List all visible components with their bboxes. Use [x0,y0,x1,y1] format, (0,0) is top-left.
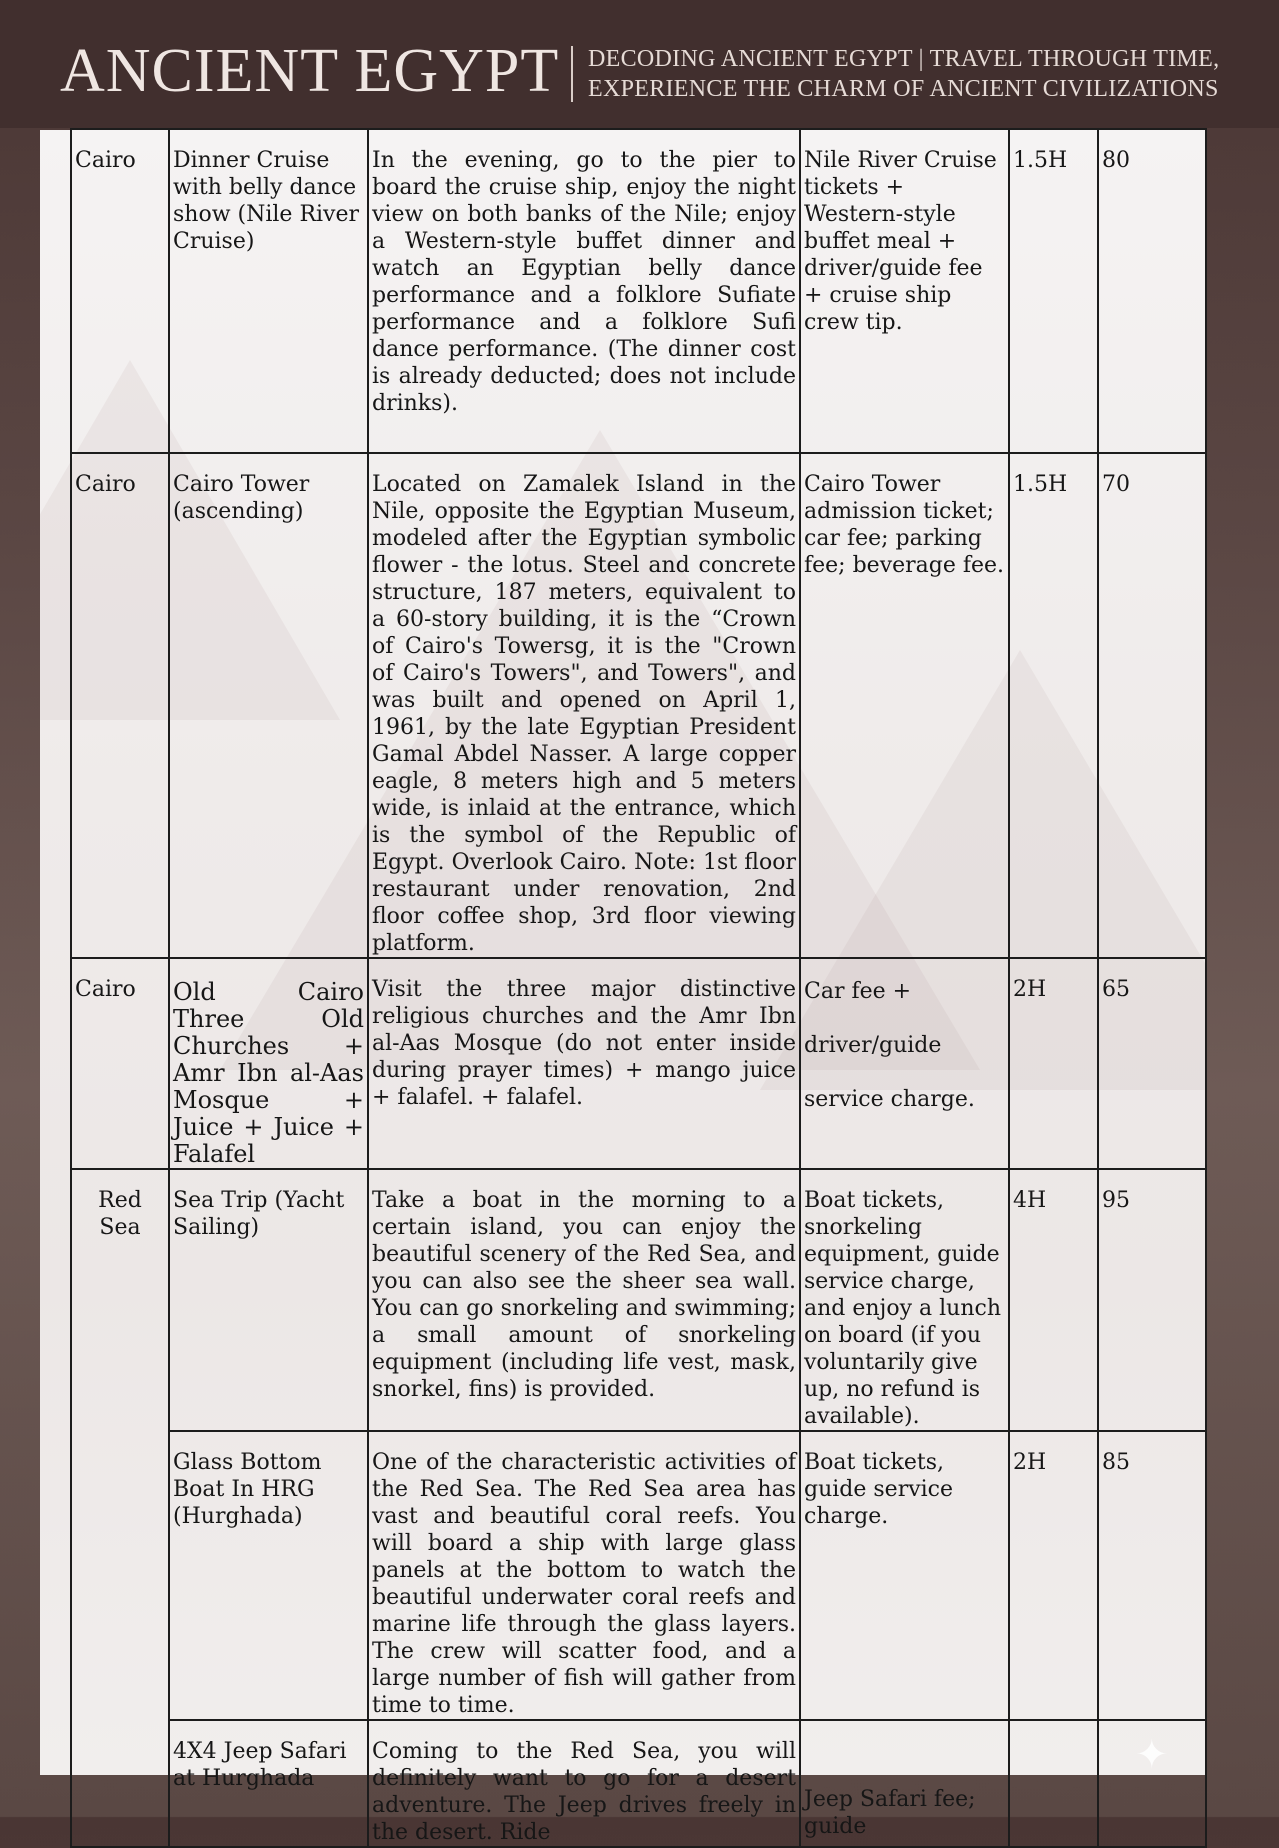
city-cell: Cairo [71,129,169,453]
includes-cell: Cairo Tower admission ticket; car fee; parking fee; beverage fee. [800,453,1009,958]
table-row [71,1431,1206,1720]
includes-cell: Boat tickets, guide service charge. [800,1431,1009,1720]
activity-name-cell: Old Cairo Three Old Churches + Amr Ibn al-Aas Mosque + Juice + Juice + Falafel [169,958,368,1169]
description-cell: Visit the three major distinctive religious churches and the Amr Ibn al-Aas Mosque (do not enter inside during prayer times) + mango juice + falafel. + falafel. [368,958,800,1169]
price-cell [1098,1720,1206,1847]
price-cell: 65 [1098,958,1206,1169]
header-banner [0,0,1279,128]
title-divider [571,46,573,102]
duration-cell: 4H [1009,1169,1098,1431]
duration-cell: 1.5H [1009,129,1098,453]
price-cell: 70 [1098,453,1206,958]
activity-name-cell: 4X4 Jeep Safari at Hurghada [169,1720,368,1847]
description-cell: Coming to the Red Sea, you will definitely want to go for a desert adventure. The Jeep drives freely in the desert. Ride [368,1720,800,1847]
includes-cell: Boat tickets, snorkeling equipment, guide service charge, and enjoy a lunch on board (if you voluntarily give up, no refund is available). [800,1169,1009,1431]
table-row [71,1169,1206,1431]
duration-cell: 2H [1009,1431,1098,1720]
city-cell: Cairo [71,453,169,958]
subtitle-line-2: EXPERIENCE THE CHARM OF ANCIENT CIVILIZATIONS [588,76,1219,102]
description-cell: Located on Zamalek Island in the Nile, opposite the Egyptian Museum, modeled after the Egyptian symbolic flower - the lotus. Steel and concrete structure, 187 meters, equivalent to a 60-story building, it is the “Crown of Cairo's Towersg, it is the "Crown of Cairo's Towers", and Towers", and was built and opened on April 1, 1961, by the late Egyptian President Gamal Abdel Nasser. A large copper eagle, 8 meters high and 5 meters wide, is inlaid at the entrance, which is the symbol of the Republic of Egypt. Overlook Cairo. Note: 1st floor restaurant under renovation, 2nd floor coffee shop, 3rd floor viewing platform. [368,453,800,958]
description-cell: In the evening, go to the pier to board the cruise ship, enjoy the night view on both banks of the Nile; enjoy a Western-style buffet dinner and watch an Egyptian belly dance performance and a folklore Sufiate performance and a folklore Sufi dance performance. (The dinner cost is already deducted; does not include drinks). [368,129,800,453]
subtitle-line-1: DECODING ANCIENT EGYPT | TRAVEL THROUGH TIME, [588,46,1220,72]
city-cell: Red Sea [71,1169,169,1847]
activity-name-cell: Sea Trip (Yacht Sailing) [169,1169,368,1431]
price-cell: 95 [1098,1169,1206,1431]
duration-cell: 2H [1009,958,1098,1169]
table-row [71,958,1206,1169]
activity-name-cell: Glass Bottom Boat In HRG (Hurghada) [169,1431,368,1720]
price-cell: 85 [1098,1431,1206,1720]
description-cell: One of the characteristic activities of the Red Sea. The Red Sea area has vast and beautiful coral reefs. You will board a ship with large glass panels at the bottom to watch the beautiful underwater coral reefs and marine life through the glass layers. The crew will scatter food, and a large number of fish will gather from time to time. [368,1431,800,1720]
sparkle-icon: ✦ [1135,1732,1169,1775]
description-cell: Take a boat in the morning to a certain island, you can enjoy the beautiful scenery of the Red Sea, and you can also see the sheer sea wall. You can go snorkeling and swimming; a small amount of snorkeling equipment (including life vest, mask, snorkel, fins) is provided. [368,1169,800,1431]
includes-cell: Jeep Safari fee; guide [800,1720,1009,1847]
price-cell: 80 [1098,129,1206,453]
includes-cell: Car fee + driver/guide service charge. [800,958,1009,1169]
page-title: ANCIENT EGYPT [60,37,560,105]
table-row [71,129,1206,453]
city-cell: Cairo [71,958,169,1169]
activity-name-cell: Cairo Tower (ascending) [169,453,368,958]
page-subtitle [588,44,1248,104]
duration-cell [1009,1720,1098,1847]
includes-cell: Nile River Cruise tickets + Western-style buffet meal + driver/guide fee + cruise ship crew tip. [800,129,1009,453]
table-row [71,453,1206,958]
table-row [71,1720,1206,1847]
activity-name-cell: Dinner Cruise with belly dance show (Nile River Cruise) [169,129,368,453]
itinerary-table [70,128,1207,1848]
duration-cell: 1.5H [1009,453,1098,958]
